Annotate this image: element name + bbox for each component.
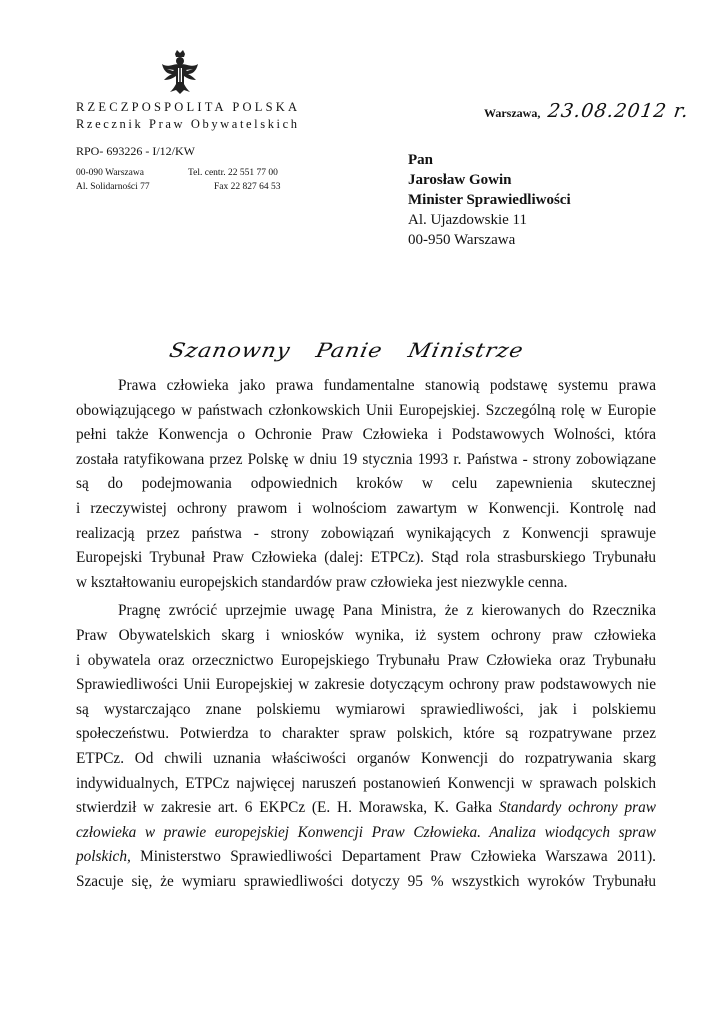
body-line: indywidualnych, ETPCz najwięcej naruszeń postanowień Konwencji w sprawach polskich: [76, 774, 656, 792]
polish-eagle-emblem-icon: [158, 48, 202, 98]
body-line: Sprawiedliwości Unii Europejskiej w zakresie dotyczącym ochrony praw podstawowych nie: [76, 676, 656, 694]
reference-number: RPO- 693226 - I/12/KW: [76, 144, 195, 158]
address-line-1: 00-090 Warszawa: [76, 168, 144, 178]
body-line: obowiązującego w państwach członkowskich Unii Europejskiej. Szczególną rolę w Europie: [76, 401, 656, 419]
body-line: są do podejmowania odpowiednich kroków w celu zapewnienia skutecznej: [76, 475, 656, 493]
letter-body: [76, 374, 656, 894]
place-label: Warszawa,: [484, 106, 541, 120]
body-line: Szacuje się, że wymiaru sprawiedliwości dotyczy 95 % wszystkich wyroków Trybunału: [76, 872, 656, 890]
greeting-word-1: Szanowny: [167, 340, 293, 363]
body-line: i obywatela oraz orzecznictwo Europejskiego Trybunału Praw Człowieka oraz Trybunału: [76, 651, 656, 669]
org-name: RZECZPOSPOLITA POLSKA: [76, 100, 301, 114]
place-and-date: [484, 100, 689, 122]
address-line-2: Al. Solidarności 77: [76, 182, 150, 192]
body-line: Pragnę zwrócić uprzejmie uwagę Pana Ministra, że z kierowanych do Rzecznika: [118, 602, 656, 620]
recipient-title: Minister Sprawiedliwości: [408, 192, 571, 208]
body-line: są wystarczająco znane polskiemu wymiarowi sprawiedliwości, jak i polskiemu: [76, 700, 656, 718]
handwritten-date: 23.08.2012 r.: [546, 100, 691, 122]
body-text: stwierdził w zakresie art. 6 EKPCz (E. H. Morawska, K. Gałka: [76, 799, 499, 817]
body-line: Praw Obywatelskich skarg i wniosków wynika, iż system ochrony praw człowieka: [76, 626, 656, 644]
recipient-block: [408, 150, 571, 250]
phone-number: Tel. centr. 22 551 77 00: [188, 168, 278, 178]
recipient-salutation: Pan: [408, 152, 434, 168]
org-subtitle: Rzecznik Praw Obywatelskich: [76, 117, 300, 131]
body-line: i rzeczywistej ochrony prawom i wolnościom zawartym w Konwencji. Kontrolę nad: [76, 499, 656, 517]
greeting-word-3: Ministrze: [405, 340, 526, 363]
recipient-name: Jarosław Gowin: [408, 172, 512, 188]
recipient-city: 00-950 Warszawa: [408, 232, 516, 248]
body-text: Ministerstwo Sprawiedliwości Departament Praw Człowieka Warszawa 2011).: [130, 848, 656, 866]
body-line: została ratyfikowana przez Polskę w dniu 19 stycznia 1993 r. Państwa - strony zobowiązane: [76, 450, 656, 468]
body-line: pełni także Konwencja o Ochronie Praw Człowieka i Podstawowych Wolności, która: [76, 426, 656, 444]
citation-title: Standardy ochrony praw: [499, 799, 656, 817]
citation-title: człowieka w prawie europejskiej Konwencji Praw Człowieka. Analiza wiodących spraw: [76, 823, 656, 841]
body-line: w kształtowaniu europejskich standardów praw człowieka jest niezwykle cenna.: [76, 573, 568, 591]
body-line: Europejski Trybunał Praw Człowieka (dalej: ETPCz). Stąd rola strasburskiego Trybunału: [76, 549, 656, 567]
body-line: społeczeństwu. Potwierdza to charakter spraw polskich, które są rozpatrywane przez: [76, 725, 656, 743]
body-line: ETPCz. Od chwili uznania właściwości organów Konwencji do rozpatrywania skarg: [76, 749, 656, 767]
body-line: [76, 845, 656, 870]
body-line: Prawa człowieka jako prawa fundamentalne stanowią podstawę systemu prawa: [118, 377, 656, 394]
recipient-street: Al. Ujazdowskie 11: [408, 212, 528, 228]
body-line: realizacją przez państwa - strony zobowiązań wynikających z Konwencji sprawuje: [76, 524, 656, 542]
fax-number: Fax 22 827 64 53: [214, 182, 281, 192]
citation-title: polskich,: [76, 848, 131, 866]
handwritten-greeting: [167, 340, 552, 363]
body-line: [76, 796, 656, 821]
greeting-word-2: Panie: [313, 340, 385, 363]
body-line: [76, 821, 656, 846]
